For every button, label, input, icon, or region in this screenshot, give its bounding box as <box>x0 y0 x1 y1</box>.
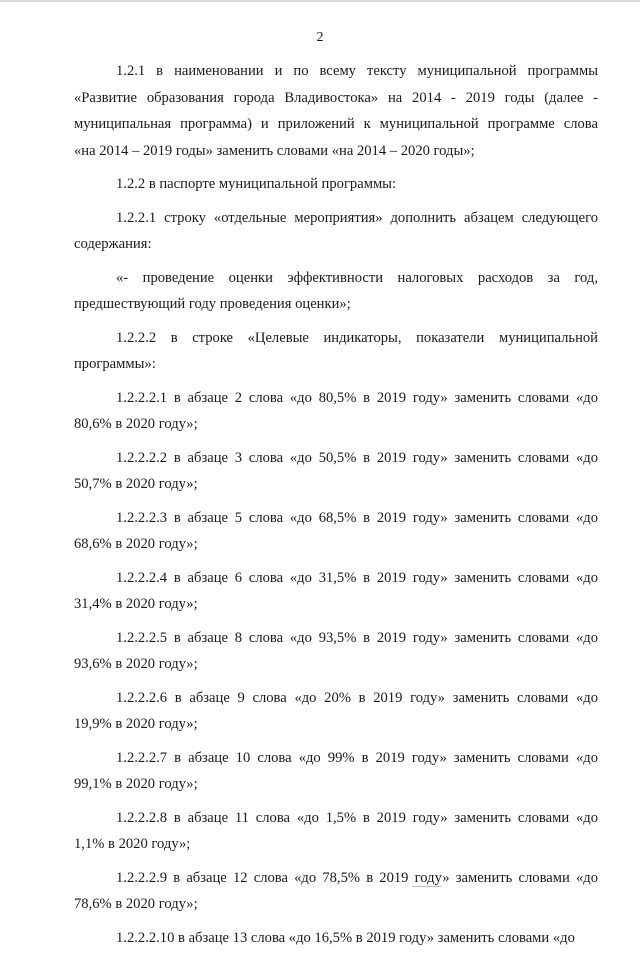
paragraph-line: 1.2.2.2.5 в абзаце 8 слова «до 93,5% в 2019 году» заменить словами «до <box>116 629 598 646</box>
paragraph-line: 19,9% в 2020 году»; <box>74 716 198 732</box>
paragraph-line: 78,6% в 2020 году»; <box>74 896 198 912</box>
paragraph-line: содержания: <box>74 236 152 252</box>
paragraph-line: 1.2.2.2.3 в абзаце 5 слова «до 68,5% в 2019 году» заменить словами «до <box>116 509 598 526</box>
paragraph-line: 31,4% в 2020 году»; <box>74 596 198 612</box>
paragraph-line: 1.2.2.2 в строке «Целевые индикаторы, показатели муниципальной <box>116 329 598 346</box>
paragraph-line: «на 2014 – 2019 годы» заменить словами «на 2014 – 2020 годы»; <box>74 142 475 159</box>
paragraph-line: 93,6% в 2020 году»; <box>74 656 198 672</box>
paragraph-line: 50,7% в 2020 году»; <box>74 476 198 492</box>
paragraph-line: 1.2.2.2.10 в абзаце 13 слова «до 16,5% в 2019 году» заменить словами «до <box>116 929 575 946</box>
paragraph-line: предшествующий году проведения оценки»; <box>74 296 351 312</box>
paragraph-line: 1.2.1 в наименовании и по всему тексту муниципальной программы <box>116 63 598 79</box>
page-top-edge <box>0 0 640 2</box>
paragraph <box>74 385 598 438</box>
paragraph <box>74 325 598 378</box>
scan-mark <box>412 886 442 887</box>
paragraph <box>74 565 598 618</box>
paragraph-line: 1.2.2.2.7 в абзаце 10 слова «до 99% в 2019 году» заменить словами «до <box>116 749 598 766</box>
paragraph-line: 1.2.2.2.2 в абзаце 3 слова «до 50,5% в 2019 году» заменить словами «до <box>116 449 598 466</box>
paragraph <box>74 171 598 198</box>
paragraph-line: 1.2.2.2.1 в абзаце 2 слова «до 80,5% в 2019 году» заменить словами «до <box>116 389 598 406</box>
paragraph-line: 68,6% в 2020 году»; <box>74 536 198 552</box>
paragraph <box>74 805 598 858</box>
paragraph-line: 1,1% в 2020 году»; <box>74 836 191 852</box>
document-body <box>74 58 598 958</box>
paragraph-line: 99,1% в 2020 году»; <box>74 776 198 792</box>
paragraph-line: 1.2.2.2.4 в абзаце 6 слова «до 31,5% в 2019 году» заменить словами «до <box>116 569 598 586</box>
paragraph-line: 1.2.2.2.6 в абзаце 9 слова «до 20% в 2019 году» заменить словами «до <box>116 689 598 706</box>
paragraph <box>74 685 598 738</box>
paragraph <box>74 205 598 258</box>
paragraph <box>74 58 598 164</box>
paragraph-line: программы»: <box>74 356 156 372</box>
paragraph-line: «- проведение оценки эффективности налоговых расходов за год, <box>116 269 598 286</box>
paragraph-line: «Развитие образования города Владивостока» на 2014 - 2019 годы (далее - <box>74 89 598 106</box>
page-number: 2 <box>316 30 324 45</box>
paragraph-line: муниципальная программа) и приложений к муниципальной программе слова <box>74 116 598 132</box>
paragraph <box>74 505 598 558</box>
paragraph <box>74 445 598 498</box>
paragraph-line: 1.2.2 в паспорте муниципальной программы: <box>116 176 397 192</box>
paragraph-line: 1.2.2.1 строку «отдельные мероприятия» дополнить абзацем следующего <box>116 209 598 226</box>
paragraph <box>74 745 598 798</box>
paragraph-line: 80,6% в 2020 году»; <box>74 416 198 432</box>
paragraph-line: 1.2.2.2.8 в абзаце 11 слова «до 1,5% в 2019 году» заменить словами «до <box>116 809 598 826</box>
paragraph <box>74 265 598 318</box>
paragraph <box>74 625 598 678</box>
paragraph-line: 1.2.2.2.9 в абзаце 12 слова «до 78,5% в 2019 году» заменить словами «до <box>116 869 598 886</box>
paragraph <box>74 925 598 952</box>
paragraph <box>74 865 598 918</box>
